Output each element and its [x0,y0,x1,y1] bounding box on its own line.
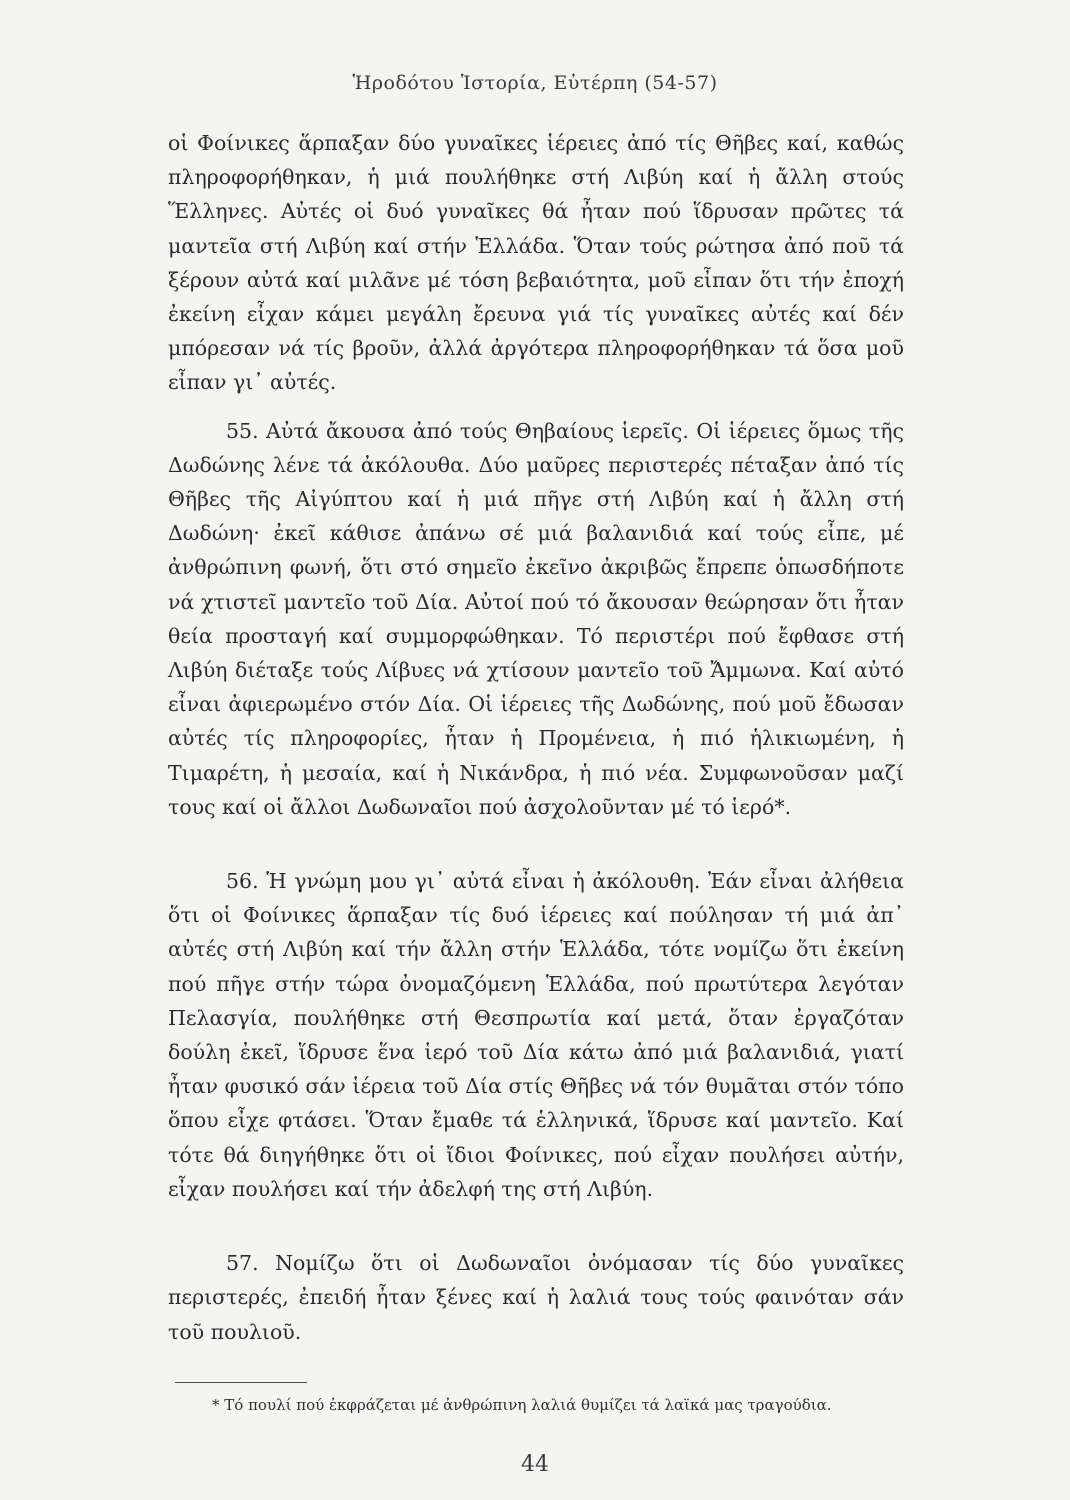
running-head: Ἡροδότου Ἱστορία, Εὐτέρπη (54-57) [352,72,718,94]
page-number: 44 [521,1452,549,1477]
paragraph-57: 57. Νομίζω ὅτι οἱ Δωδωναῖοι ὀνόμασαν τίς δύο γυναῖκες περιστερές, ἐπειδή ἦταν ξένες καί ἡ λαλιά τους τούς φαινόταν σάν τοῦ πουλιοῦ. [168,1251,904,1344]
paragraph-56: 56. Ἡ γνώμη μου γι᾽ αὐτά εἶναι ἡ ἀκόλουθη. Ἐάν εἶναι ἀλήθεια ὅτι οἱ Φοίνικες ἅρπαξαν τίς δυό ἱέρειες καί πούλησαν τή μιά ἀπ᾽ αὐτές στή Λιβύη καί τήν ἄλλη στήν Ἑλλάδα, τότε νομίζω ὅτι ἐκείνη πού πῆγε στήν τώρα ὀνομαζόμενη Ἑλλάδα, πού πρωτύτερα λεγόταν Πελασγία, πουλήθηκε στή Θεσπρωτία καί μετά, ὅταν ἐργαζόταν δούλη ἐκεῖ, ἵδρυσε ἕνα ἱερό τοῦ Δία κάτω ἀπό μιά βαλανιδιά, γιατί ἦταν φυσικό σάν ἱέρεια τοῦ Δία στίς Θῆβες νά τόν θυμᾶται στόν τόπο ὅπου εἶχε φτάσει. Ὅταν ἔμαθε τά ἑλληνικά, ἵδρυσε καί μαντεῖο. Καί τότε θά διηγήθηκε ὅτι οἱ ἴδιοι Φοίνικες, πού εἶχαν πουλήσει αὐτήν, εἶχαν πουλήσει καί τήν ἀδελφή της στή Λιβύη. [168,869,904,1201]
footnote-rule [175,1382,307,1383]
body-text [168,126,904,1349]
paragraph-55: 55. Αὐτά ἄκουσα ἀπό τούς Θηβαίους ἱερεῖς. Οἱ ἱέρειες ὅμως τῆς Δωδώνης λένε τά ἀκόλουθα. Δύο μαῦρες περιστερές πέταξαν ἀπό τίς Θῆβες τῆς Αἰγύπτου καί ἡ μιά πῆγε στή Λιβύη καί ἡ ἄλλη στή Δωδώνη· ἐκεῖ κάθισε ἀπάνω σέ μιά βαλανιδιά καί τούς εἶπε, μέ ἀνθρώπινη φωνή, ὅτι στό σημεῖο ἐκεῖνο ἀκριβῶς ἔπρεπε ὁπωσδήποτε νά χτιστεῖ μαντεῖο τοῦ Δία. Αὐτοί πού τό ἄκουσαν θεώρησαν ὅτι ἦταν θεία προσταγή καί συμμορφώθηκαν. Τό περιστέρι πού ἔφθασε στή Λιβύη διέταξε τούς Λίβυες νά χτίσουν μαντεῖο τοῦ Ἄμμωνα. Καί αὐτό εἶναι ἀφιερωμένο στόν Δία. Οἱ ἱέρειες τῆς Δωδώνης, πού μοῦ ἔδωσαν αὐτές τίς πληροφορίες, ἦταν ἡ Προμένεια, ἡ πιό ἡλικιωμένη, ἡ Τιμαρέτη, ἡ μεσαία, καί ἡ Νικάνδρα, ἡ πιό νέα. Συμφωνοῦσαν μαζί τους καί οἱ ἄλλοι Δωδωναῖοι πού ἀσχολοῦνταν μέ τό ἱερό*. [168,418,904,819]
footnote: * Τό πουλί πού ἐκφράζεται μέ ἀνθρώπινη λαλιά θυμίζει τά λαϊκά μας τραγούδια. [212,1396,832,1414]
paragraph-continued: οἱ Φοίνικες ἅρπαξαν δύο γυναῖκες ἱέρειες ἀπό τίς Θῆβες καί, καθώς πληροφορήθηκαν, ἡ μιά πουλήθηκε στή Λιβύη καί ἡ ἄλλη στούς Ἕλληνες. Αὐτές οἱ δυό γυναῖκες θά ἦταν πού ἵδρυσαν πρῶτες τά μαντεῖα στή Λιβύη καί στήν Ἑλλάδα. Ὅταν τούς ρώτησα ἀπό ποῦ τά ξέρουν αὐτά καί μιλᾶνε μέ τόση βεβαιότητα, μοῦ εἶπαν ὅτι τήν ἐποχή ἐκείνη εἶχαν κάμει μεγάλη ἔρευνα γιά τίς γυναῖκες αὐτές καί δέν μπόρεσαν νά τίς βροῦν, ἀλλά ἀργότερα πληροφορήθηκαν τά ὅσα μοῦ εἶπαν γι᾽ αὐτές. [168,131,904,395]
